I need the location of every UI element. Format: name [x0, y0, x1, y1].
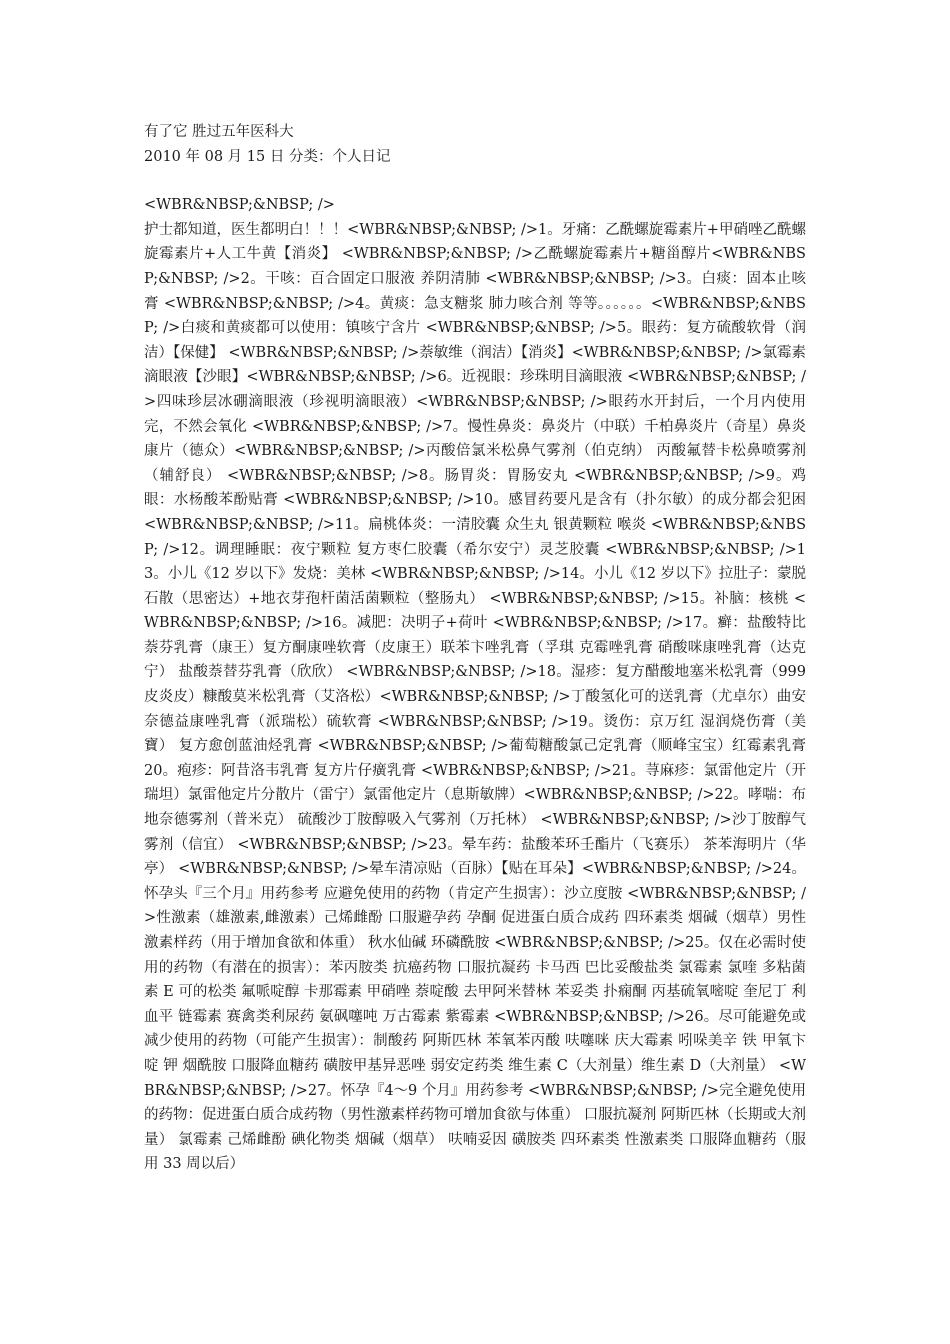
- document-title: 有了它 胜过五年医科大: [144, 124, 294, 140]
- wbr-tag-line: <WBR&NBSP;&NBSP; />: [144, 197, 335, 214]
- document-page: [144, 120, 806, 1177]
- spacer: [144, 169, 806, 193]
- post-date-category: 2010 年 08 月 15 日 分类：个人日记: [144, 148, 391, 165]
- article-body: 护士都知道，医生都明白！！！<WBR&NBSP;&NBSP; />1。牙痛：乙酰螺旋霉素片+甲硝唑乙酰螺旋霉素片+人工牛黄【消炎】 <WBR&NBSP;&NBSP; />乙酰螺旋霉素片+糖甾醇片<WBR&NBSP;&NBSP; />2。干咳：百合固定口服液 养阴清肺 <WBR&NBSP;&NBSP; />3。白痰：固本止咳膏 <WBR&NBSP;&NBSP; />4。黄痰：急支糖浆 肺力咳合剂 等等。。。。。。<WBR&NBSP;&NBSP; />白痰和黄痰都可以使用：镇咳宁含片 <WBR&NBSP;&NBSP; />5。眼药：复方硫酸软骨（润洁）【保健】 <WBR&NBSP;&NBSP; />萘敏维（润洁）【消炎】<WBR&NBSP;&NBSP; />氯霉素滴眼液【沙眼】<WBR&NBSP;&NBSP; />6。近视眼：珍珠明目滴眼液 <WBR&NBSP;&NBSP; />四味珍层冰硼滴眼液（珍视明滴眼液）<WBR&NBSP;&NBSP; />眼药水开封后，一个月内使用完，不然会氧化 <WBR&NBSP;&NBSP; />7。慢性鼻炎：鼻炎片（中联）千柏鼻炎片（奇星）鼻炎康片（德众）<WBR&NBSP;&NBSP; />丙酸倍氯米松鼻气雾剂（伯克纳） 丙酸氟替卡松鼻喷雾剂（辅舒良） <WBR&NBSP;&NBSP; />8。肠胃炎：胃肠安丸 <WBR&NBSP;&NBSP; />9。鸡眼：水杨酸苯酚贴膏 <WBR&NBSP;&NBSP; />10。感冒药要凡是含有（扑尔敏）的成分都会犯困 <WBR&NBSP;&NBSP; />11。扁桃体炎：一清胶囊 众生丸 银黄颗粒 喉炎 <WBR&NBSP;&NBSP; />12。调理睡眠：夜宁颗粒 复方枣仁胶囊（希尔安宁）灵芝胶囊 <WBR&NBSP;&NBSP; />13。小儿《12 岁以下》发烧：美林 <WBR&NBSP;&NBSP; />14。小儿《12 岁以下》拉肚子：蒙脱石散（思密达）+地衣芽孢杆菌活菌颗粒（整肠丸） <WBR&NBSP;&NBSP; />15。补脑：核桃 <WBR&NBSP;&NBSP; />16。减肥：决明子+荷叶 <WBR&NBSP;&NBSP; />17。癣：盐酸特比萘芬乳膏（康王）复方酮康唑软膏（皮康王）联苯卞唑乳膏（孚琪 克霉唑乳膏 硝酸咪康唑乳膏（达克宁） 盐酸萘替芬乳膏（欣欣） <WBR&NBSP;&NBSP; />18。湿疹：复方醋酸地塞米松乳膏（999 皮炎皮）糠酸莫米松乳膏（艾洛松）<WBR&NBSP;&NBSP; />丁酸氢化可的送乳膏（尤卓尔）曲安奈德益康唑乳膏（派瑞松）硫软膏 <WBR&NBSP;&NBSP; />19。烫伤：京万红 湿润烧伤膏（美寶） 复方愈创蓝油烃乳膏 <WBR&NBSP;&NBSP; />葡萄糖酸氯己定乳膏（顺峰宝宝）红霉素乳膏 20。疱疹：阿昔洛韦乳膏 复方片仔癀乳膏 <WBR&NBSP;&NBSP; />21。荨麻疹：氯雷他定片（开瑞坦）氯雷他定片分散片（雷宁）氯雷他定片（息斯敏牌）<WBR&NBSP;&NBSP; />22。哮喘：布地奈德雾剂（普米克） 硫酸沙丁胺醇吸入气雾剂（万托林） <WBR&NBSP;&NBSP; />沙丁胺醇气雾剂（信宜） <WBR&NBSP;&NBSP; />23。晕车药：盐酸苯环壬酯片（飞赛乐） 茶苯海明片（华亭） <WBR&NBSP;&NBSP; />晕车清凉贴（百脉）【贴在耳朵】<WBR&NBSP;&NBSP; />24。怀孕头『三个月』用药参考 应避免使用的药物（肯定产生损害）：沙立度胺 <WBR&NBSP;&NBSP; />性激素（雄激素,雌激素）己烯雌酚 口服避孕药 孕酮 促进蛋白质合成药 四环素类 烟碱（烟草）男性激素样药（用于增加食欲和体重） 秋水仙碱 环磷酰胺 <WBR&NBSP;&NBSP; />25。仅在必需时使用的药物（有潜在的损害）：苯丙胺类 抗癌药物 口服抗凝药 卡马西 巴比妥酸盐类 氯霉素 氯喹 多粘菌素 E 可的松类 氟哌啶醇 卡那霉素 甲硝唑 萘啶酸 去甲阿米替林 苯妥类 扑痫酮 丙基硫氧嘧啶 奎尼丁 利血平 链霉素 赛禽类利尿药 氨砜噻吨 万古霉素 紫霉素 <WBR&NBSP;&NBSP; />26。尽可能避免或减少使用的药物（可能产生损害）：制酸药 阿斯匹林 苯氧苯丙酸 呋噻咪 庆大霉素 吲哚美辛 铁 甲氧卞啶 钾 烟酰胺 口服降血糖药 磺胺甲基异恶唑 弱安定药类 维生素 C（大剂量）维生素 D（大剂量） <WBR&NBSP;&NBSP; />27。怀孕『4～9 个月』用药参考 <WBR&NBSP;&NBSP; />完全避免使用的药物：促进蛋白质合成药物（男性激素样药物可增加食欲与体重） 口服抗凝剂 阿斯匹林（长期或大剂量） 氯霉素 己烯雌酚 碘化物类 烟碱（烟草） 呋喃妥因 磺胺类 四环素类 性激素类 口服降血糖药（服用 33 周以后）: [144, 221, 806, 1173]
